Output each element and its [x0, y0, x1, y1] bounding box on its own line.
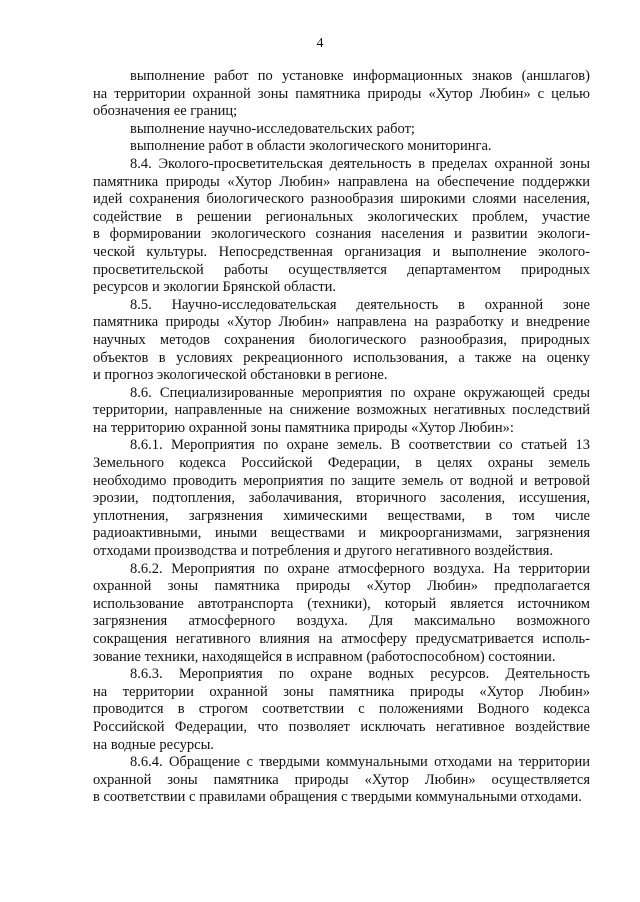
text-line: в соответствии с правилами обращения с твердыми коммунальными отходами. — [93, 789, 582, 806]
paragraph-8-6-1 — [93, 437, 590, 560]
text-line: 8.4. Эколого-просветительская деятельность в пределах охранной зоны — [130, 155, 590, 172]
text-line: уплотнения, загрязнения химическими веществами, в том числе — [93, 507, 590, 524]
text-line: отходами производства и потребления и другого негативного воздействия. — [93, 543, 554, 560]
text-line: 8.6. Специализированные мероприятия по охране окружающей среды — [130, 384, 590, 401]
text-line: территории, направленные на снижение возможных негативных последствий — [93, 402, 590, 419]
text-line: просветительской работы осуществляется департаментом природных — [93, 261, 590, 278]
text-line: выполнение работ по установке информационных знаков (аншлагов) — [130, 68, 590, 84]
text-line: содействие в решении региональных экологических проблем, участие — [93, 208, 590, 225]
text-line: выполнение работ в области экологического мониторинга. — [130, 138, 492, 155]
text-line: и прогноз экологической обстановки в регионе. — [93, 367, 388, 384]
paragraph-8-4 — [93, 156, 590, 297]
text-line: сокращения негативного влияния на атмосферу предусматривается исполь- — [93, 631, 590, 647]
paragraph-8-6-2 — [93, 561, 590, 667]
text-line: эрозии, подтопления, заболачивания, вторичного засоления, иссушения, — [93, 490, 590, 507]
paragraph-8-6-3 — [93, 666, 590, 754]
paragraph-list-items — [93, 68, 590, 156]
text-line: объектов в условиях рекреационного использования, а также на оценку — [93, 349, 590, 366]
text-line: 8.5. Научно-исследовательская деятельность в охранной зоне — [130, 296, 590, 313]
paragraph-8-6-4 — [93, 754, 590, 807]
text-line: загрязнения атмосферного воздуха. Для максимально возможного — [93, 613, 590, 630]
text-line: использование автотранспорта (техники), который является источником — [93, 595, 590, 612]
text-line: на территорию охранной зоны памятника природы «Хутор Любин»: — [93, 419, 514, 436]
text-line: зование техники, находящейся в исправном (работоспособном) состоянии. — [93, 648, 556, 665]
text-line: выполнение научно-исследовательских работ; — [130, 120, 415, 137]
paragraph-8-6 — [93, 385, 590, 438]
text-line: 8.6.1. Мероприятия по охране земель. В соответствии со статьей 13 — [130, 437, 590, 454]
text-line: 8.6.2. Мероприятия по охране атмосферного воздуха. На территории — [130, 560, 590, 577]
text-line: 8.6.4. Обращение с твердыми коммунальными отходами на территории — [130, 754, 590, 771]
text-line: 8.6.3. Мероприятия по охране водных ресурсов. Деятельность — [130, 666, 590, 683]
page-number: 4 — [316, 36, 324, 51]
text-line: на территории охранной зоны памятника природы «Хутор Любин» с целью — [93, 85, 590, 102]
paragraph-8-5 — [93, 297, 590, 385]
text-line: обозначения ее границ; — [93, 103, 238, 120]
text-line: в формировании экологического сознания населения и развитии экологи- — [93, 226, 590, 243]
text-line: охранной зоны памятника природы «Хутор Любин» осуществляется — [93, 771, 590, 788]
text-line: ресурсов и экологии Брянской области. — [93, 279, 336, 296]
text-line: на территории охранной зоны памятника природы «Хутор Любин» — [93, 683, 590, 700]
text-line: Земельного кодекса Российской Федерации, в целях охраны земель — [93, 455, 590, 472]
text-line: памятника природы «Хутор Любин» направлена на обеспечение поддержки — [93, 173, 590, 190]
text-line: научных методов сохранения биологического разнообразия, природных — [93, 331, 590, 348]
text-line: памятника природы «Хутор Любин» направлена на разработку и внедрение — [93, 314, 590, 331]
text-line: необходимо проводить мероприятия по защите земель от водной и ветровой — [93, 472, 590, 489]
text-line: идей сохранения биологического разнообразия широкими слоями населения, — [93, 191, 590, 208]
text-line: охранной зоны памятника природы «Хутор Любин» предполагается — [93, 578, 590, 595]
text-line: Российской Федерации, что позволяет исключать негативное воздействие — [93, 718, 590, 735]
text-line: радиоактивными, иными веществами и микроорганизмами, загрязнения — [93, 525, 590, 542]
document-body — [93, 68, 590, 807]
text-line: проводится в строгом соответствии с положениями Водного кодекса — [93, 701, 590, 718]
text-line: ческой культуры. Непосредственная организация и выполнение эколого- — [93, 243, 590, 260]
text-line: на водные ресурсы. — [93, 736, 214, 753]
